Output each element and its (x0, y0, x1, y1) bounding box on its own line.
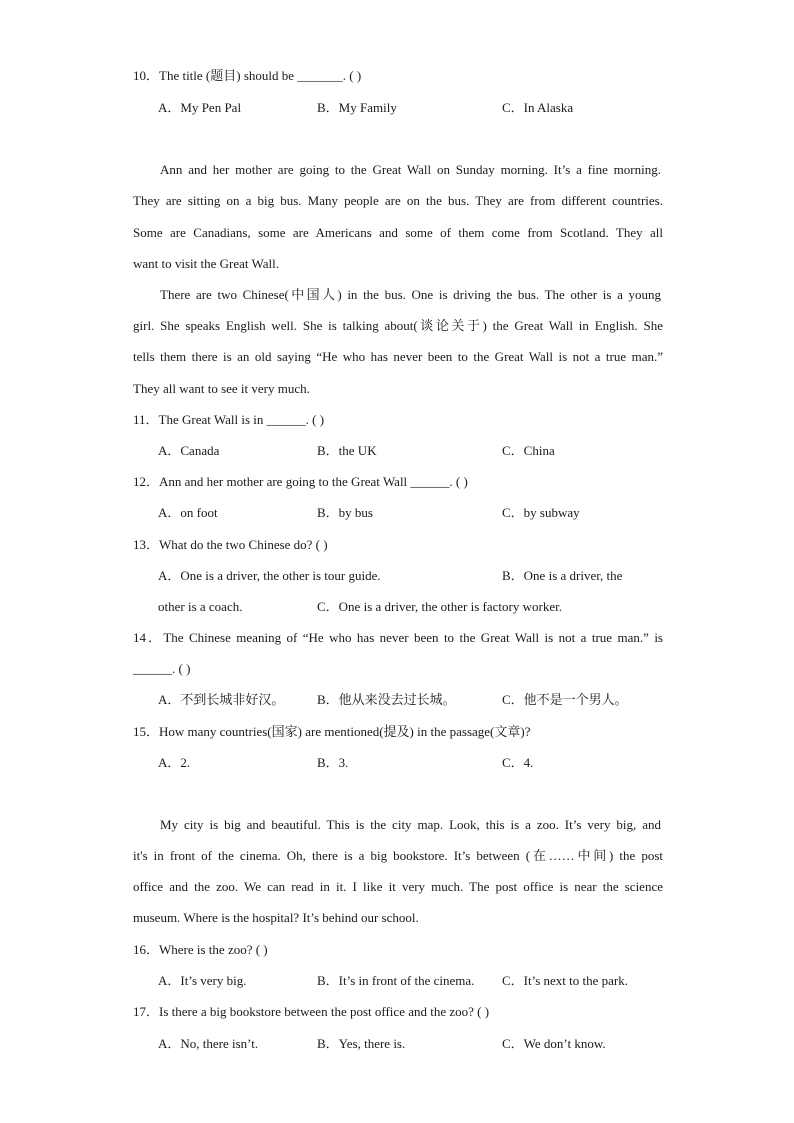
q12-option-c: C．by subway (502, 505, 580, 520)
q12-option-b: B．by bus (317, 505, 373, 520)
q16-option-a: A．It’s very big. (158, 973, 247, 988)
passage2-line-4: want to visit the Great Wall. (133, 256, 280, 271)
question-11: 11．The Great Wall is in ______. ( ) (133, 412, 325, 427)
q17-option-b: B．Yes, there is. (317, 1036, 406, 1051)
q13-option-c: C．One is a driver, the other is factory worker. (317, 599, 562, 614)
question-16: 16．Where is the zoo? ( ) (133, 942, 268, 957)
q17-option-a: A．No, there isn’t. (158, 1036, 259, 1051)
q13-option-b: B．One is a driver, the (502, 568, 623, 583)
q11-option-b: B．the UK (317, 443, 377, 458)
question-17: 17．Is there a big bookstore between the post office and the zoo? ( ) (133, 1004, 490, 1019)
question-13: 13．What do the two Chinese do? ( ) (133, 537, 328, 552)
q15-option-b: B．3. (317, 755, 349, 770)
question-10: 10．The title (题目) should be _______. ( ) (133, 68, 362, 83)
q15-option-c: C．4. (502, 755, 534, 770)
q11-option-a: A．Canada (158, 443, 220, 458)
passage2-line-6: girl. She speaks English well. She is talking about(谈论关于) the Great Wall in English. She (133, 318, 663, 333)
question-12: 12．Ann and her mother are going to the Great Wall ______. ( ) (133, 474, 468, 489)
passage3-line-2: it's in front of the cinema. Oh, there is a big bookstore. It’s between (在……中间) the post (133, 848, 663, 863)
passage2-line-8: They all want to see it very much. (133, 381, 310, 396)
question-14: 14．The Chinese meaning of “He who has never been to the Great Wall is not a true man.” is (133, 630, 663, 645)
q11-option-c: C．China (502, 443, 555, 458)
passage3-line-4: museum. Where is the hospital? It’s behind our school. (133, 910, 419, 925)
q14-option-c: C．他不是一个男人。 (502, 692, 628, 707)
q16-option-b: B．It’s in front of the cinema. (317, 973, 475, 988)
q13-option-b-continued: other is a coach. (158, 599, 243, 614)
q13-option-a: A．One is a driver, the other is tour guide. (158, 568, 381, 583)
passage3-line-3: office and the zoo. We can read in it. I like it very much. The post office is near the science (133, 879, 663, 894)
q14-option-a: A．不到长城非好汉。 (158, 692, 285, 707)
passage2-line-7: tells them there is an old saying “He who has never been to the Great Wall is not a true man.” (133, 349, 663, 364)
q10-option-c: C．In Alaska (502, 100, 574, 115)
question-14-continued: ______. ( ) (133, 661, 191, 676)
q12-option-a: A．on foot (158, 505, 218, 520)
passage2-line-3: Some are Canadians, some are Americans and some of them come from Scotland. They all (133, 225, 663, 240)
q14-option-b: B．他从来没去过长城。 (317, 692, 456, 707)
q10-option-b: B．My Family (317, 100, 397, 115)
q10-option-a: A．My Pen Pal (158, 100, 242, 115)
q17-option-c: C．We don’t know. (502, 1036, 606, 1051)
passage2-line-1: Ann and her mother are going to the Great Wall on Sunday morning. It’s a fine morning. (160, 162, 661, 177)
passage2-line-2: They are sitting on a big bus. Many people are on the bus. They are from different countries. (133, 193, 663, 208)
passage3-line-1: My city is big and beautiful. This is the city map. Look, this is a zoo. It’s very big, and (160, 817, 661, 832)
q16-option-c: C．It’s next to the park. (502, 973, 629, 988)
question-15: 15．How many countries(国家) are mentioned(提及) in the passage(文章)? (133, 724, 531, 739)
passage2-line-5: There are two Chinese(中国人) in the bus. One is driving the bus. The other is a young (160, 287, 661, 302)
q15-option-a: A．2. (158, 755, 191, 770)
